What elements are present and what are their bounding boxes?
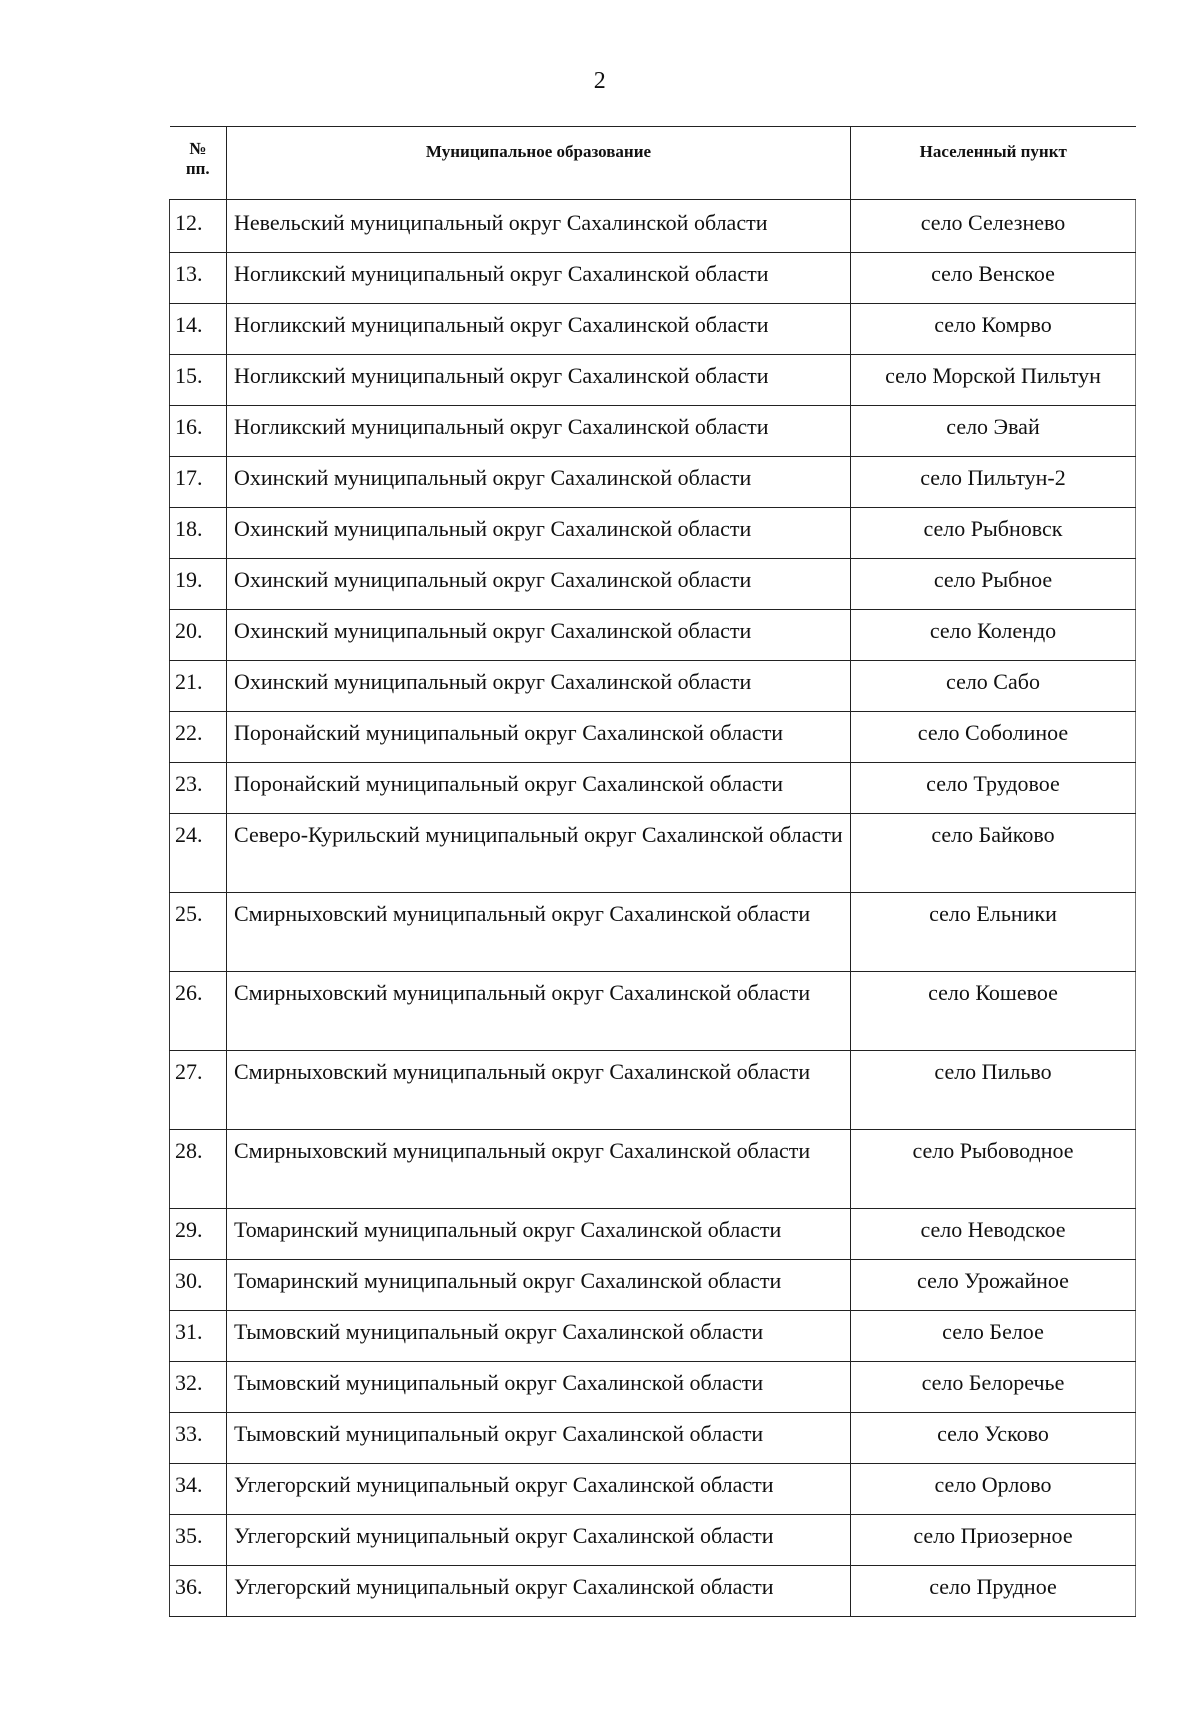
row-settlement: село Кошевое <box>851 972 1136 1051</box>
row-number: 19. <box>170 559 227 610</box>
row-number: 21. <box>170 661 227 712</box>
row-settlement: село Белое <box>851 1311 1136 1362</box>
table-row <box>170 355 1136 406</box>
header-row <box>170 127 1136 200</box>
row-municipality: Смирныховский муниципальный округ Сахалинской области <box>227 1051 851 1130</box>
row-number: 24. <box>170 814 227 893</box>
row-number: 13. <box>170 253 227 304</box>
page-number: 2 <box>593 68 607 94</box>
row-number: 28. <box>170 1130 227 1209</box>
table-row <box>170 814 1136 893</box>
table-row <box>170 1413 1136 1464</box>
row-municipality: Поронайский муниципальный округ Сахалинской области <box>227 712 851 763</box>
table-row <box>170 1464 1136 1515</box>
row-settlement: село Соболиное <box>851 712 1136 763</box>
row-municipality: Углегорский муниципальный округ Сахалинской области <box>227 1464 851 1515</box>
table-row <box>170 457 1136 508</box>
row-municipality: Охинский муниципальный округ Сахалинской области <box>227 559 851 610</box>
table-row <box>170 508 1136 559</box>
row-number: 31. <box>170 1311 227 1362</box>
row-municipality: Невельский муниципальный округ Сахалинской области <box>227 200 851 253</box>
table-row <box>170 304 1136 355</box>
header-number-abbrev: пп. <box>185 159 210 179</box>
row-municipality: Охинский муниципальный округ Сахалинской области <box>227 508 851 559</box>
row-settlement: село Морской Пильтун <box>851 355 1136 406</box>
table-row <box>170 1362 1136 1413</box>
row-settlement: село Белоречье <box>851 1362 1136 1413</box>
table-row <box>170 1515 1136 1566</box>
row-settlement: село Пильтун-2 <box>851 457 1136 508</box>
row-municipality: Северо-Курильский муниципальный округ Сахалинской области <box>227 814 851 893</box>
row-municipality: Углегорский муниципальный округ Сахалинской области <box>227 1515 851 1566</box>
table-row <box>170 1130 1136 1209</box>
row-settlement: село Эвай <box>851 406 1136 457</box>
row-number: 36. <box>170 1566 227 1617</box>
settlements-table <box>169 126 1136 1617</box>
row-number: 32. <box>170 1362 227 1413</box>
row-number: 15. <box>170 355 227 406</box>
row-settlement: село Рыбновск <box>851 508 1136 559</box>
row-municipality: Смирныховский муниципальный округ Сахалинской области <box>227 893 851 972</box>
table-row <box>170 661 1136 712</box>
table-row <box>170 610 1136 661</box>
row-municipality: Углегорский муниципальный округ Сахалинской области <box>227 1566 851 1617</box>
header-settlement: Населенный пункт <box>851 127 1136 200</box>
row-municipality: Тымовский муниципальный округ Сахалинской области <box>227 1413 851 1464</box>
row-number: 22. <box>170 712 227 763</box>
table-row <box>170 1566 1136 1617</box>
row-settlement: село Усково <box>851 1413 1136 1464</box>
table-row <box>170 559 1136 610</box>
row-municipality: Смирныховский муниципальный округ Сахалинской области <box>227 972 851 1051</box>
table-body <box>170 200 1136 1617</box>
row-municipality: Ногликский муниципальный округ Сахалинской области <box>227 355 851 406</box>
row-number: 35. <box>170 1515 227 1566</box>
row-number: 30. <box>170 1260 227 1311</box>
row-settlement: село Трудовое <box>851 763 1136 814</box>
table-row <box>170 763 1136 814</box>
row-number: 23. <box>170 763 227 814</box>
row-number: 12. <box>170 200 227 253</box>
row-settlement: село Сабо <box>851 661 1136 712</box>
row-number: 33. <box>170 1413 227 1464</box>
table-row <box>170 893 1136 972</box>
row-number: 26. <box>170 972 227 1051</box>
table-row <box>170 200 1136 253</box>
table-row <box>170 1311 1136 1362</box>
row-municipality: Тымовский муниципальный округ Сахалинской области <box>227 1362 851 1413</box>
row-municipality: Смирныховский муниципальный округ Сахалинской области <box>227 1130 851 1209</box>
table-row <box>170 1051 1136 1130</box>
table-header <box>170 127 1136 200</box>
row-settlement: село Селезнево <box>851 200 1136 253</box>
row-number: 17. <box>170 457 227 508</box>
row-settlement: село Урожайное <box>851 1260 1136 1311</box>
row-municipality: Охинский муниципальный округ Сахалинской области <box>227 457 851 508</box>
header-number-symbol: № <box>189 139 207 158</box>
table-row <box>170 253 1136 304</box>
row-municipality: Тымовский муниципальный округ Сахалинской области <box>227 1311 851 1362</box>
row-settlement: село Рыбоводное <box>851 1130 1136 1209</box>
row-number: 16. <box>170 406 227 457</box>
row-number: 14. <box>170 304 227 355</box>
table-row <box>170 712 1136 763</box>
row-number: 20. <box>170 610 227 661</box>
row-municipality: Ногликский муниципальный округ Сахалинской области <box>227 406 851 457</box>
row-number: 18. <box>170 508 227 559</box>
row-municipality: Поронайский муниципальный округ Сахалинской области <box>227 763 851 814</box>
table-row <box>170 406 1136 457</box>
row-municipality: Ногликский муниципальный округ Сахалинской области <box>227 304 851 355</box>
row-settlement: село Прудное <box>851 1566 1136 1617</box>
row-number: 34. <box>170 1464 227 1515</box>
row-number: 29. <box>170 1209 227 1260</box>
row-settlement: село Байково <box>851 814 1136 893</box>
row-number: 27. <box>170 1051 227 1130</box>
row-municipality: Ногликский муниципальный округ Сахалинской области <box>227 253 851 304</box>
row-settlement: село Пильво <box>851 1051 1136 1130</box>
row-settlement: село Венское <box>851 253 1136 304</box>
row-municipality: Охинский муниципальный округ Сахалинской области <box>227 661 851 712</box>
row-settlement: село Рыбное <box>851 559 1136 610</box>
row-municipality: Томаринский муниципальный округ Сахалинской области <box>227 1209 851 1260</box>
header-number <box>170 127 227 200</box>
row-settlement: село Комрво <box>851 304 1136 355</box>
row-settlement: село Орлово <box>851 1464 1136 1515</box>
header-municipality: Муниципальное образование <box>227 127 851 200</box>
table-row <box>170 972 1136 1051</box>
row-municipality: Охинский муниципальный округ Сахалинской области <box>227 610 851 661</box>
table-row <box>170 1260 1136 1311</box>
row-settlement: село Неводское <box>851 1209 1136 1260</box>
table-row <box>170 1209 1136 1260</box>
row-number: 25. <box>170 893 227 972</box>
row-settlement: село Ельники <box>851 893 1136 972</box>
row-settlement: село Колендо <box>851 610 1136 661</box>
row-settlement: село Приозерное <box>851 1515 1136 1566</box>
row-municipality: Томаринский муниципальный округ Сахалинской области <box>227 1260 851 1311</box>
